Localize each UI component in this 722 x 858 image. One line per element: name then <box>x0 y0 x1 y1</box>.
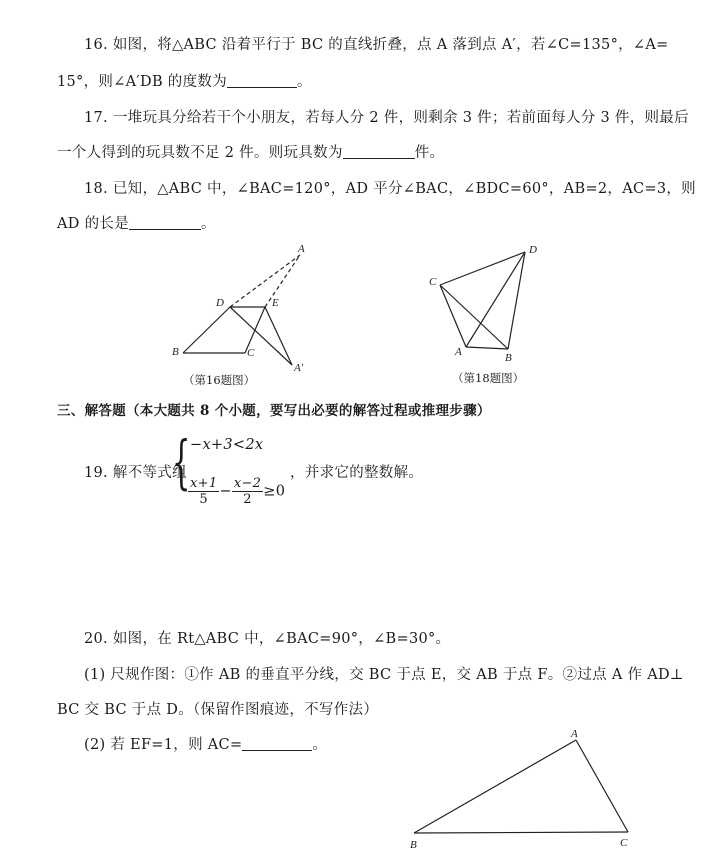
figure16-caption: （第16题图） <box>183 373 256 387</box>
q19-ineq2-tail: ≥0 <box>263 483 286 500</box>
q19-frac1-num: x+1 <box>190 476 218 491</box>
q19-minus: − <box>219 483 232 500</box>
q20-line1: 20. 如图，在 Rt△ABC 中，∠BAC=90°，∠B=30°。 <box>84 631 451 647</box>
fig20-label-B: B <box>410 839 417 851</box>
q17-line2-end: 件。 <box>414 145 445 161</box>
q16-line2-text: 15°，则∠A′DB 的度数为 <box>57 74 228 90</box>
fig16-label-E: E <box>272 297 279 309</box>
fig20-segment-BA <box>414 740 576 833</box>
fig16-label-A-prime: A′ <box>294 362 304 374</box>
section-3-heading: 三、解答题（本大题共 8 个小题，要写出必要的解答过程或推理步骤） <box>57 403 491 419</box>
fig18-label-B: B <box>505 352 512 364</box>
q18-line2-text: AD 的长是 <box>57 216 130 232</box>
q19-frac2-den: 2 <box>243 492 252 507</box>
q18-line1: 18. 已知，△ABC 中，∠BAC=120°，AD 平分∠BAC，∠BDC=60°，AB=2，AC=3，则 <box>84 181 696 197</box>
q20-part1-line1: (1) 尺规作图：①作 AB 的垂直平分线，交 BC 于点 E，交 AB 于点 F。②过点 A 作 AD⊥ <box>84 667 684 683</box>
q17-line1: 17. 一堆玩具分给若干个小朋友，若每人分 2 件，则剩余 3 件；若前面每人分 3 件，则最后 <box>84 110 689 126</box>
figure18-caption: （第18题图） <box>452 371 525 385</box>
q20-part2-text: (2) 若 EF=1，则 AC= <box>84 737 243 753</box>
fig18-label-C: C <box>429 276 437 288</box>
q19-prefix: 19. 解不等式组 <box>84 465 187 481</box>
fig16-label-B: B <box>172 346 179 358</box>
fig20-label-A: A <box>571 728 578 740</box>
q19-inequality-1: −x+3<2x <box>190 437 264 453</box>
fig16-label-D: D <box>216 297 224 309</box>
q20-part1-line2: BC 交 BC 于点 D。（保留作图痕迹，不写作法） <box>57 702 379 718</box>
fig20-segment-BC <box>414 832 628 833</box>
fig18-label-A: A <box>455 346 462 358</box>
q19-frac1-den: 5 <box>199 492 208 507</box>
q18-line2-end: 。 <box>201 216 216 232</box>
q19-frac2-num: x−2 <box>233 476 262 491</box>
q16-line1: 16. 如图，将△ABC 沿着平行于 BC 的直线折叠，点 A 落到点 A′，若∠C=135°，∠A= <box>84 37 669 53</box>
fig20-label-C: C <box>620 837 628 849</box>
fig16-label-C: C <box>247 347 255 359</box>
q19-suffix: ，并求它的整数解。 <box>290 465 424 481</box>
q19-brace: { <box>172 428 191 496</box>
fig16-label-A: A <box>298 243 305 255</box>
fig20-segment-AC <box>576 740 628 832</box>
q20-part2-end: 。 <box>312 737 328 753</box>
q17-line2-text: 一个人得到的玩具数不足 2 件。则玩具数为 <box>57 145 343 161</box>
q16-line2-end: 。 <box>297 74 312 90</box>
fig18-label-D: D <box>529 244 537 256</box>
